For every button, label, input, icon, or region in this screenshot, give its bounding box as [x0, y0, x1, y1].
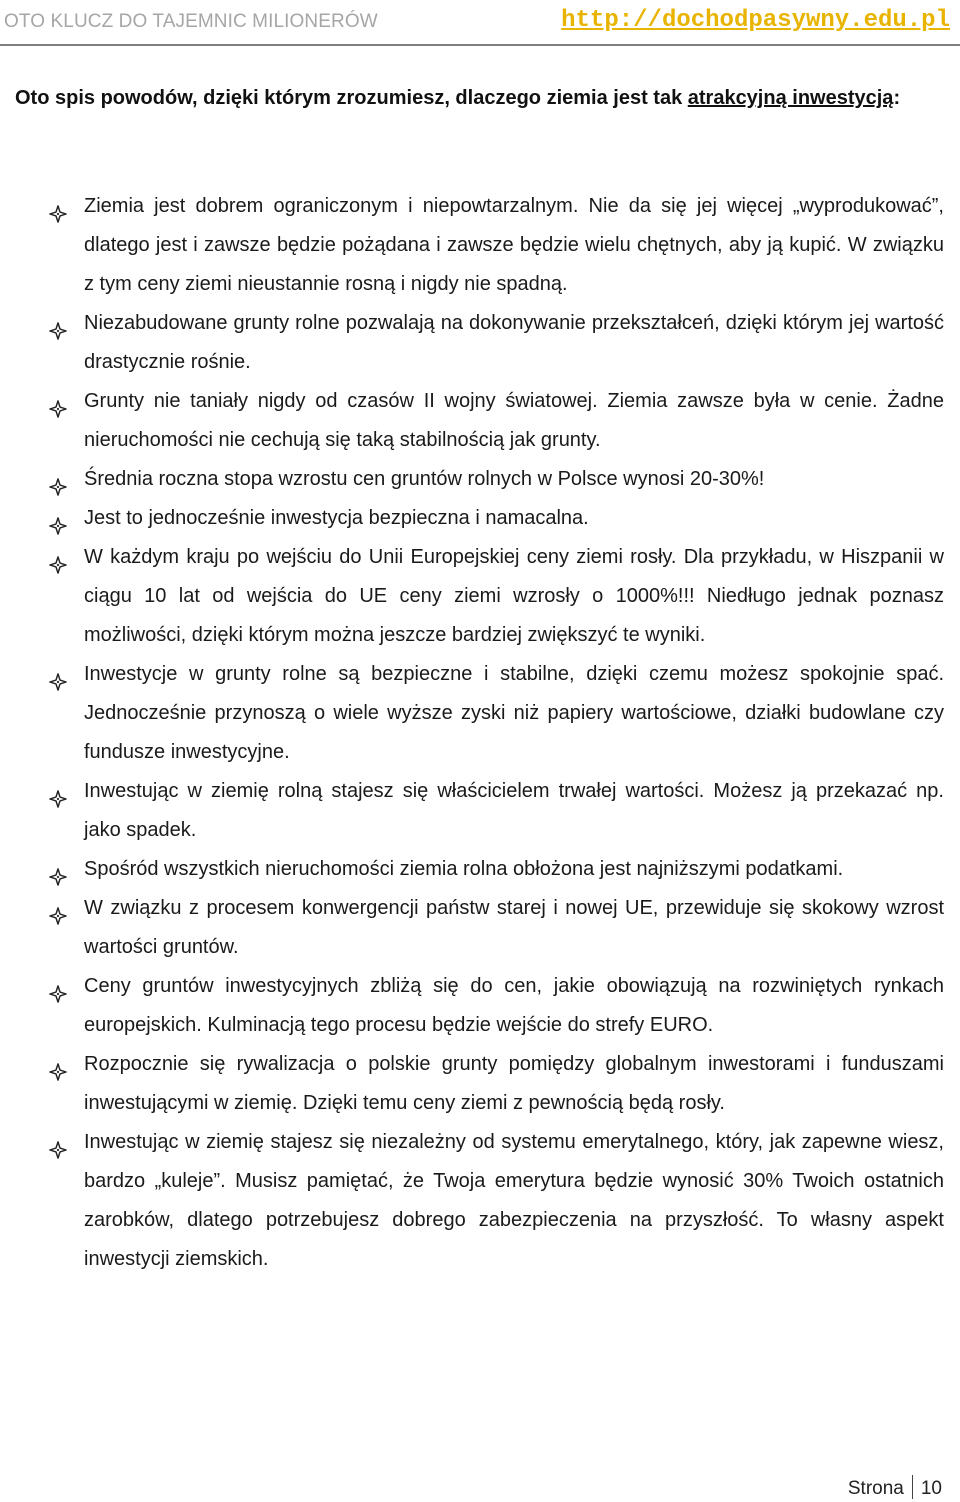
intro-text: Oto spis powodów, dzięki którym zrozumiesz, dlaczego ziemia jest tak [15, 87, 688, 109]
star-bullet-icon [49, 666, 67, 684]
star-bullet-icon [49, 783, 67, 801]
star-bullet-icon [49, 198, 67, 216]
list-item-text: Inwestując w ziemię rolną stajesz się właścicielem trwałej wartości. Możesz ją przekazać np. jako spadek. [84, 780, 944, 841]
star-bullet-icon [49, 1056, 67, 1074]
footer-separator [912, 1475, 913, 1499]
list-item [0, 187, 960, 304]
list-item-text: Spośród wszystkich nieruchomości ziemia rolna obłożona jest najniższymi podatkami. [84, 858, 844, 880]
intro-underlined: atrakcyjną inwestycją [687, 87, 894, 109]
star-bullet-icon [49, 510, 67, 528]
list-item [0, 655, 960, 772]
list-item-text: Jest to jednocześnie inwestycja bezpieczna i namacalna. [84, 507, 589, 529]
list-item [0, 304, 960, 382]
list-item [0, 967, 960, 1045]
footer-page-number: 10 [920, 1478, 942, 1499]
list-item-text: Niezabudowane grunty rolne pozwalają na dokonywanie przekształceń, dzięki którym jej wartość drastycznie rośnie. [84, 312, 944, 373]
list-item [0, 538, 960, 655]
star-bullet-icon [49, 900, 67, 918]
list-item [0, 499, 960, 538]
star-bullet-icon [49, 978, 67, 996]
intro-heading [15, 79, 945, 117]
list-item [0, 850, 960, 889]
star-bullet-icon [49, 861, 67, 879]
list-item-text: Inwestując w ziemię stajesz się niezależny od systemu emerytalnego, który, jak zapewne wiesz, bardzo „kuleje”. Musisz pamiętać, że Twoja emerytura będzie wynosić 30% Twoich ostatnich zarobków, dlatego potrzebujesz dobrego zabezpieczenia na przyszłość. To własny aspekt inwestycji ziemskich. [84, 1131, 944, 1270]
star-bullet-icon [49, 315, 67, 333]
intro-colon: : [893, 87, 901, 109]
page-header [0, 0, 960, 48]
list-item [0, 1123, 960, 1279]
list-item-text: Średnia roczna stopa wzrostu cen gruntów rolnych w Polsce wynosi 20-30%! [84, 468, 765, 490]
list-item-text: Rozpocznie się rywalizacja o polskie grunty pomiędzy globalnym inwestorami i funduszami inwestującymi w ziemię. Dzięki temu ceny ziemi z pewnością będą rosły. [84, 1053, 944, 1114]
list-item-text: W związku z procesem konwergencji państw starej i nowej UE, przewiduje się skokowy wzrost wartości gruntów. [84, 897, 944, 958]
list-item [0, 382, 960, 460]
list-item-text: Grunty nie taniały nigdy od czasów II wojny światowej. Ziemia zawsze była w cenie. Żadne nieruchomości nie cechują się taką stabilnością jak grunty. [84, 390, 944, 451]
list-item [0, 889, 960, 967]
list-item-text: Ceny gruntów inwestycyjnych zbliżą się do cen, jakie obowiązują na rozwiniętych rynkach europejskich. Kulminacją tego procesu będzie wejście do strefy EURO. [84, 975, 944, 1036]
list-item [0, 1045, 960, 1123]
star-bullet-icon [49, 549, 67, 567]
star-bullet-icon [49, 1134, 67, 1152]
footer-page-label: Strona [847, 1478, 904, 1499]
header-divider [0, 44, 960, 46]
header-title: OTO KLUCZ DO TAJEMNIC MILIONERÓW [4, 11, 378, 32]
star-bullet-icon [49, 471, 67, 489]
page-footer [848, 1475, 942, 1500]
list-item-text: W każdym kraju po wejściu do Unii Europejskiej ceny ziemi rosły. Dla przykładu, w Hiszpanii w ciągu 10 lat od wejścia do UE ceny ziemi wzrosły o 1000%!!! Niedługo jednak poznasz możliwości, dzięki którym można jeszcze bardziej zwiększyć te wyniki. [84, 546, 944, 646]
list-item-text: Ziemia jest dobrem ograniczonym i niepowtarzalnym. Nie da się jej więcej „wyprodukować”, dlatego jest i zawsze będzie pożądana i zawsze będzie wielu chętnych, aby ją kupić. W związku z tym ceny ziemi nieustannie rosną i nigdy nie spadną. [84, 195, 944, 295]
header-url-link[interactable]: http://dochodpasywny.edu.pl [561, 7, 950, 34]
list-item [0, 772, 960, 850]
list-item [0, 460, 960, 499]
star-bullet-icon [49, 393, 67, 411]
list-item-text: Inwestycje w grunty rolne są bezpieczne i stabilne, dzięki czemu możesz spokojnie spać. Jednocześnie przynoszą o wiele wyższe zyski niż papiery wartościowe, działki budowlane czy fundusze inwestycyjne. [84, 663, 944, 763]
reasons-list [0, 187, 960, 1279]
